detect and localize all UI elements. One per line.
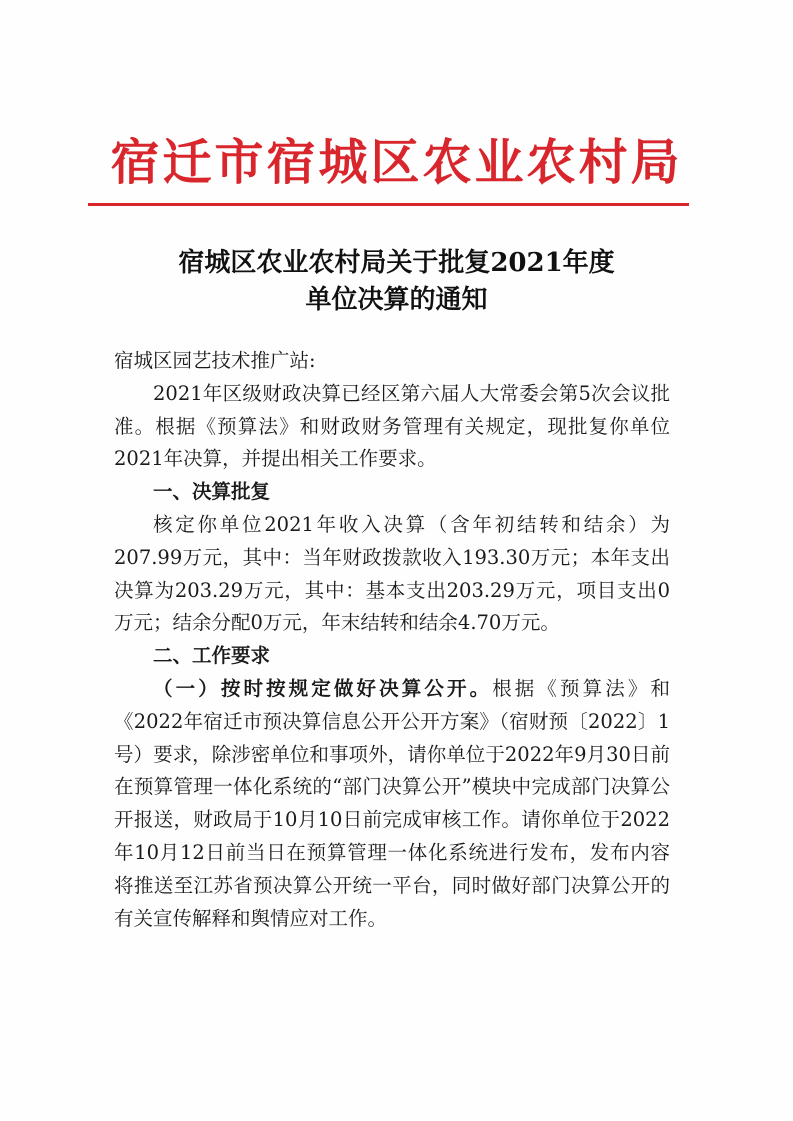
section-2-heading: 二、工作要求 xyxy=(153,644,271,668)
item-1-lead: （一）按时按规定做好决算公开。 xyxy=(153,676,493,700)
item-1-text: 根据《预算法》和《2022年宿迁市预决算信息公开公开方案》（宿财预〔2022〕1号）要求，除涉密单位和事项外，请你单位于2022年9月30日前在预算管理一体化系统的“部门决算公开”模块中完成部门决算公开报送，财政局于10月10日前完成审核工作。请你单位于2022年10月12日前当日在预算管理一体化系统进行发布，发布内容将推送至江苏省预决算公开统一平台，同时做好部门决算公开的有关宣传解释和舆情应对工作。 xyxy=(114,676,670,930)
intro-paragraph: 2021年区级财政决算已经区第六届人大常委会第5次会议批准。根据《预算法》和财政财务管理有关规定，现批复你单位2021年决算，并提出相关工作要求。 xyxy=(114,381,670,471)
item-1-paragraph xyxy=(114,673,670,935)
section-1-paragraph: 核定你单位2021年收入决算（含年初结转和结余）为207.99万元，其中：当年财政拨款收入193.30万元；本年支出决算为203.29万元，其中：基本支出203.29万元，项目支出0万元；结余分配0万元，年末结转和结余4.70万元。 xyxy=(114,512,670,635)
org-letterhead: 宿迁市宿城区农业农村局 xyxy=(110,133,683,191)
salutation: 宿城区园艺技术推广站: xyxy=(114,349,316,372)
section-1-heading: 一、决算批复 xyxy=(153,480,271,504)
document-title xyxy=(0,245,793,319)
letterhead-red-rule xyxy=(88,203,689,206)
document-body xyxy=(114,345,670,935)
document-title-line-2: 单位决算的通知 xyxy=(305,285,488,315)
document-title-line-1: 宿城区农业农村局关于批复2021年度 xyxy=(178,248,615,278)
